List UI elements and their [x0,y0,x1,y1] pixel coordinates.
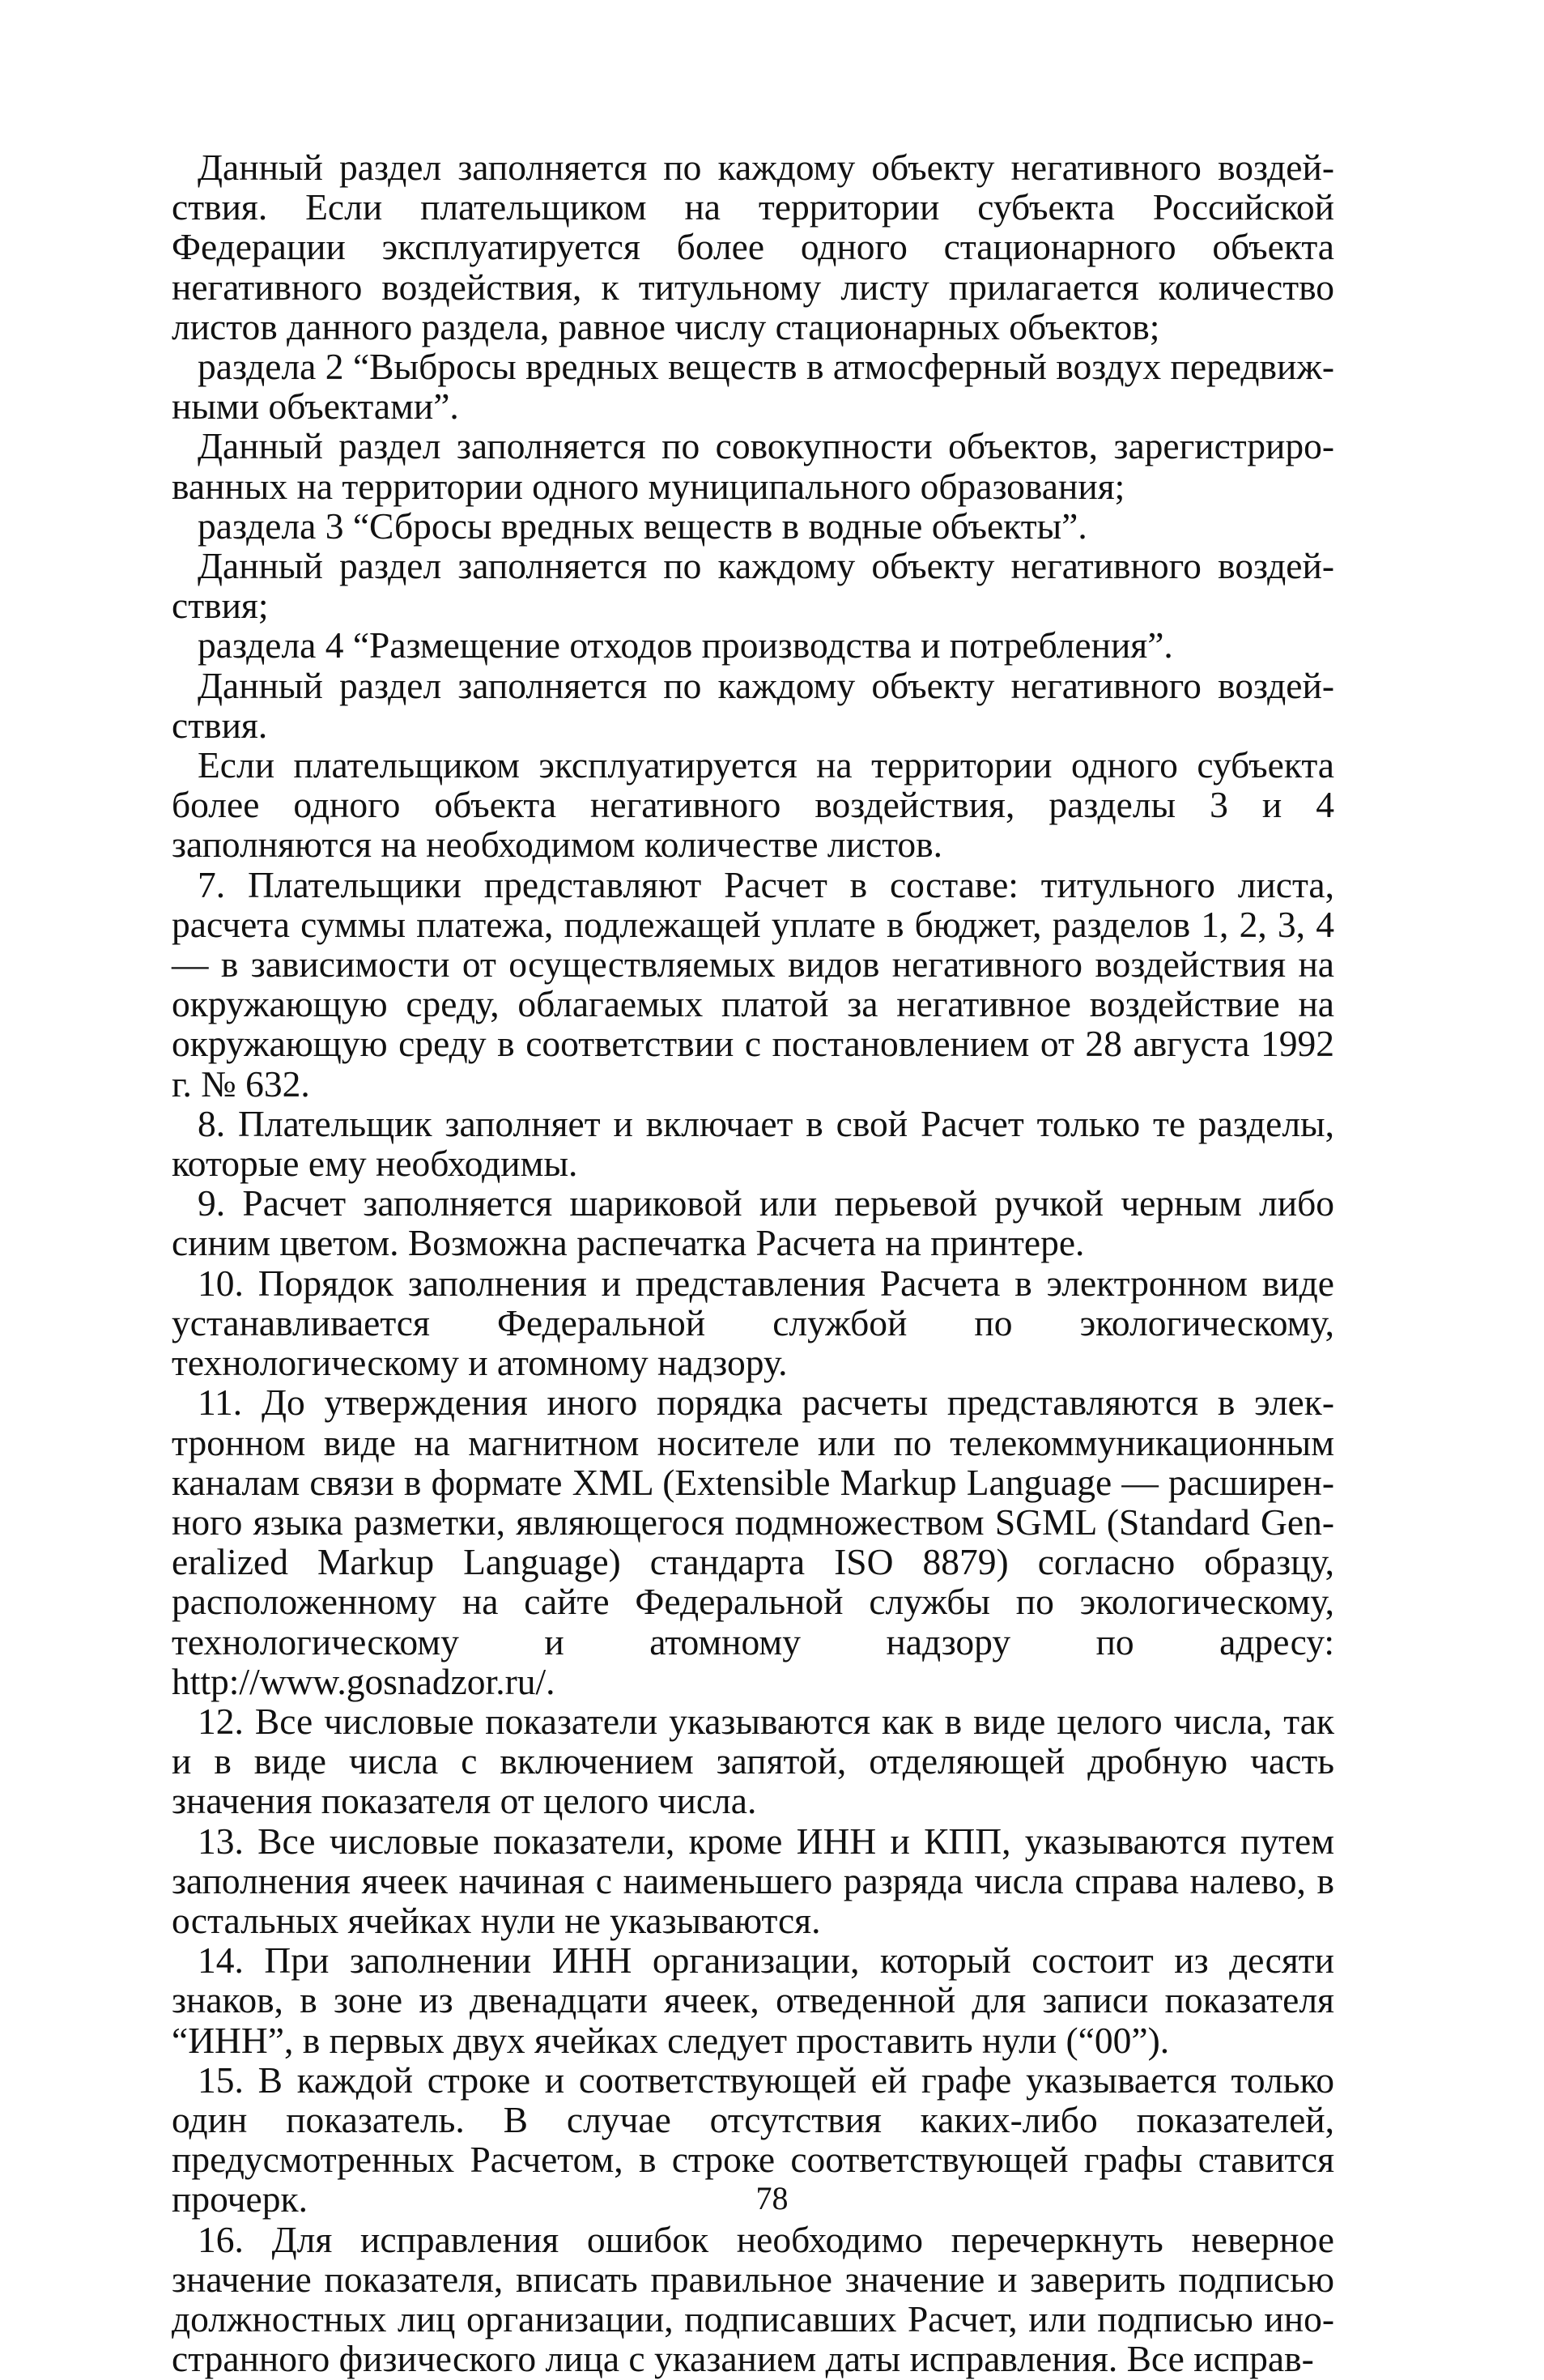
paragraph-item-16: 16. Для исправления ошибок необходимо перечеркнуть неверное значение показателя, вписать правильное значение и заверить подписью должностных лиц организации, подписавших Расчет, или подписью иностранного физического лица с указанием даты исправления. Все исправ- [172,2218,1334,2380]
paragraph-item-14: 14. При заполнении ИНН организации, который состоит из десяти знаков, в зоне из двенадцати ячеек, отведенной для записи показателя “ИНН”, в первых двух ячейках следует проставить нули (“00”). [172,1939,1334,2061]
paragraph-item-13: 13. Все числовые показатели, кроме ИНН и КПП, указываются путем заполнения ячеек начиная с наименьшего разряда числа справа налево, в остальных ячейках нули не указываются. [172,1820,1334,1941]
paragraph: Данный раздел заполняется по каждому объекту негативного воздействия. Если плательщиком на территории субъекта Российской Федерации эксплуатируется более одного стационарного объекта негативного воздействия, к титульному листу прилагается количество листов данного раздела, равное числу стационарных объектов; [172,147,1334,347]
document-body [172,147,1334,2378]
paragraph-item-15: 15. В каждой строке и соответствующей ей графе указывается только один показатель. В случае отсутствия каких-либо показателей, предусмотренных Расчетом, в строке соответствующей графы ставится прочерк. [172,2059,1334,2220]
paragraph: Данный раздел заполняется по каждому объекту негативного воздействия; [172,545,1334,627]
paragraph: раздела 2 “Выбросы вредных веществ в атмосферный воздух передвижными объектами”. [172,346,1334,428]
paragraph-item-9: 9. Расчет заполняется шариковой или перьевой ручкой черным либо синим цветом. Возможна распечатка Расчета на принтере. [172,1182,1334,1264]
paragraph-item-11: 11. До утверждения иного порядка расчеты представляются в электронном виде на магнитном носителе или по телекоммуникационным каналам связи в формате XML (Extensible Markup Language — расширенного языка разметки, являющегося подмножеством SGML (Standard Generalized Markup Language) стандарта ISO 8879) согласно образцу, расположенному на сайте Федеральной службы по экологическому, технологическому и атомному надзору по адресу: http://www.gosnadzor.ru/. [172,1382,1334,1702]
paragraph: Если плательщиком эксплуатируется на территории одного субъекта более одного объекта негативного воздействия, разделы 3 и 4 заполняются на необходимом количестве листов. [172,744,1334,866]
page-number: 78 [755,2180,789,2216]
paragraph-item-10: 10. Порядок заполнения и представления Расчета в электронном виде устанавливается Федеральной службой по экологическому, технологическому и атомному надзору. [172,1262,1334,1384]
paragraph-item-7: 7. Плательщики представляют Расчет в составе: титульного листа, расчета суммы платежа, подлежащей уплате в бюджет, разделов 1, 2, 3, 4 — в зависимости от осуществляемых видов негативного воздействия на окружающую среду, облагаемых платой за негативное воздействие на окружающую среду в соответствии с постановлением от 28 августа 1992 г. № 632. [172,863,1334,1105]
paragraph: Данный раздел заполняется по совокупности объектов, зарегистрированных на территории одного муниципального образования; [172,425,1334,507]
paragraph-item-8: 8. Плательщик заполняет и включает в свой Расчет только те разделы, которые ему необходимы. [172,1102,1334,1185]
paragraph: раздела 4 “Размещение отходов производства и потребления”. [198,624,1173,666]
paragraph: раздела 3 “Сбросы вредных веществ в водные объекты”. [198,505,1087,547]
paragraph-item-12: 12. Все числовые показатели указываются как в виде целого числа, так и в виде числа с включением запятой, отделяющей дробную часть значения показателя от целого числа. [172,1700,1334,1822]
paragraph: Данный раздел заполняется по каждому объекту негативного воздействия. [172,664,1334,746]
